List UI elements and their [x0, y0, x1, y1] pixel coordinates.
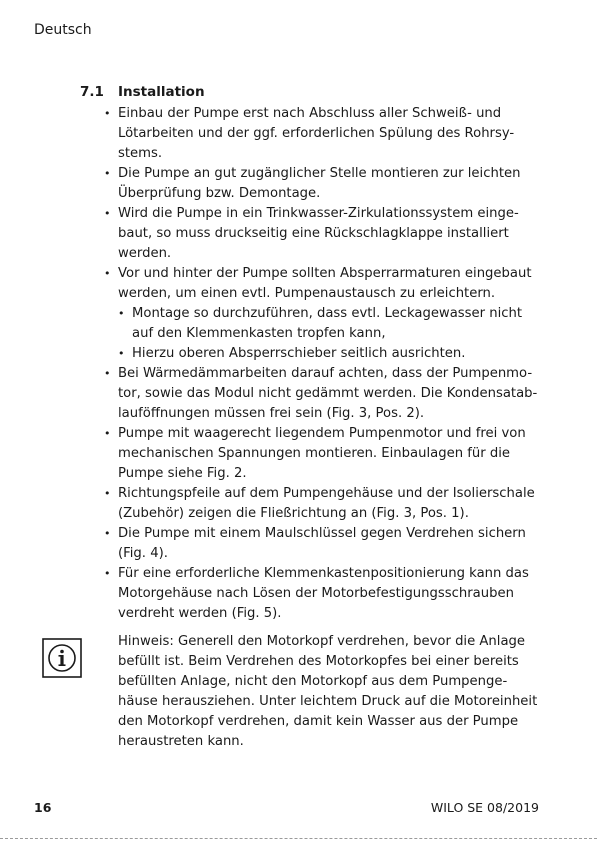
- list-item: • Einbau der Pumpe erst nach Abschluss aller Schweiß- und Lötarbeiten und der ggf. erforderlichen Spülung des Rohrsy-stems.: [118, 104, 538, 164]
- list-item: • Vor und hinter der Pumpe sollten Absperrarmaturen eingebaut werden, um einen evtl. Pumpenaustausch zu erleichtern. • Montage so durchzuführen, dass evtl. Leckagewasser nicht auf den Klemmenkasten tropfen kann, • Hierzu oberen Absperrschieber seitlich ausrichten.: [118, 264, 538, 364]
- installation-list: [118, 104, 538, 624]
- sub-list: [118, 304, 538, 364]
- list-item: • Bei Wärmedämmarbeiten darauf achten, dass der Pumpenmo-tor, sowie das Modul nicht gedämmt werden. Die Kondensatab-lauföffnungen müssen frei sein (Fig. 3, Pos. 2).: [118, 364, 538, 424]
- info-icon: [42, 638, 82, 678]
- list-item: • Für eine erforderliche Klemmenkastenpositionierung kann das Motorgehäuse nach Lösen der Motorbefestigungsschrauben verdreht werden (Fig. 5).: [118, 564, 538, 624]
- list-item: • Pumpe mit waagerecht liegendem Pumpenmotor und frei von mechanischen Spannungen montieren. Einbaulagen für die Pumpe siehe Fig. 2.: [118, 424, 538, 484]
- header-language: Deutsch: [34, 22, 92, 38]
- section-heading: [80, 84, 205, 100]
- list-item: • Die Pumpe mit einem Maulschlüssel gegen Verdrehen sichern (Fig. 4).: [118, 524, 538, 564]
- page-number: 16: [34, 800, 52, 815]
- publisher-info: WILO SE 08/2019: [430, 800, 539, 815]
- bottom-divider: [0, 838, 597, 839]
- list-item: • Wird die Pumpe in ein Trinkwasser-Zirkulationssystem einge-baut, so muss druckseitig eine Rückschlagklappe installiert werden.: [118, 204, 538, 264]
- section-number: 7.1: [80, 84, 104, 100]
- page-footer: [34, 800, 539, 815]
- sub-list-item: • Hierzu oberen Absperrschieber seitlich ausrichten.: [132, 344, 538, 364]
- sub-list-item: • Montage so durchzuführen, dass evtl. Leckagewasser nicht auf den Klemmenkasten tropfen kann,: [132, 304, 538, 344]
- list-item: • Richtungspfeile auf dem Pumpengehäuse und der Isolierschale (Zubehör) zeigen die Fließrichtung an (Fig. 3, Pos. 1).: [118, 484, 538, 524]
- section-title: Installation: [118, 84, 205, 100]
- note-text: Hinweis: Generell den Motorkopf verdrehen, bevor die Anlage befüllt ist. Beim Verdrehen des Motorkopfes bei einer bereits befüllten Anlage, nicht den Motorkopf aus dem Pumpenge-häuse herausziehen. Unter leichtem Druck auf die Motoreinheit den Motorkopf verdrehen, damit kein Wasser aus der Pumpe heraustreten kann.: [118, 634, 538, 749]
- list-item: • Die Pumpe an gut zugänglicher Stelle montieren zur leichten Überprüfung bzw. Demontage.: [118, 164, 538, 204]
